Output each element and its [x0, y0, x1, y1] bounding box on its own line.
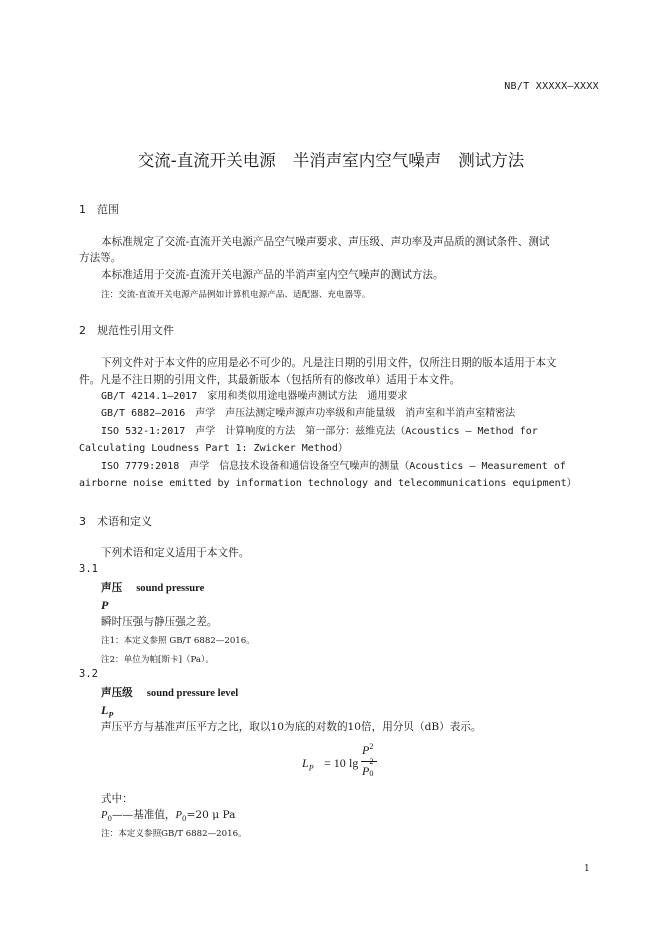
title-part-2: 半消声室内空气噪声 — [292, 151, 442, 170]
term-3-1-note-1: 注1：本定义参照 GB/T 6882—2016。 — [101, 636, 255, 646]
reference-item-cont: Calculating Loudness Part 1: Zwicker Method） — [79, 443, 348, 454]
term-3-1-symbol: P — [101, 598, 109, 612]
formula-numerator: $P^2$ — [362, 742, 374, 757]
term-3-1-number: 3.1 — [79, 563, 98, 575]
formula-lhs: $L_P$ — [302, 756, 314, 773]
section-3-heading — [79, 513, 152, 529]
section-3-title: 术语和定义 — [97, 515, 152, 528]
reference-item-cont: airborne noise emitted by information technology and telecommunications equipment） — [79, 478, 577, 489]
section-1-heading — [79, 201, 119, 217]
term-en: sound pressure level — [146, 688, 239, 699]
term-zh: 声压 — [101, 582, 123, 594]
title-part-1: 交流-直流开关电源 — [137, 151, 276, 170]
sec1-note: 注：交流-直流开关电源产品例如计算机电源产品、适配器、充电器等。 — [101, 290, 371, 300]
term-3-1-note-2: 注2：单位为帕[斯卡]（Pa）。 — [101, 655, 214, 665]
sec2-intro-line2: 件。凡是不注日期的引用文件，其最新版本（包括所有的修改单）适用于本文件。 — [79, 374, 461, 386]
symbol-subscript: P — [108, 710, 114, 720]
formula-spl — [302, 744, 422, 784]
sec3-intro: 下列术语和定义适用于本文件。 — [101, 547, 250, 559]
section-2-heading — [79, 322, 174, 338]
symbol-main: L — [101, 703, 109, 717]
sec1-para1-line1: 本标准规定了交流-直流开关电源产品空气噪声要求、声压级、声功率及声品质的测试条件、测试 — [101, 236, 550, 248]
section-2-title: 规范性引用文件 — [97, 324, 174, 337]
document-title — [0, 147, 662, 171]
term-zh: 声压级 — [101, 687, 133, 699]
reference-item: GB/T 6882—2016 声学 声压法测定噪声源声功率级和声能量级 消声室和半消声室精密法 — [101, 408, 516, 419]
reference-item: ISO 7779:2018 声学 信息技术设备和通信设备空气噪声的测量（Acoustics — Measurement of — [101, 461, 566, 472]
reference-item: ISO 532-1:2017 声学 计算响度的方法 第一部分：兹维克法（Acoustics – Method for — [101, 426, 538, 437]
section-3-number: 3 — [79, 515, 86, 528]
term-en: sound pressure — [136, 583, 205, 594]
section-2-number: 2 — [79, 324, 86, 337]
formula-coefficient: = 10 — [324, 756, 346, 770]
sec1-para2: 本标准适用于交流-直流开关电源产品的半消声室内空气噪声的测试方法。 — [101, 269, 444, 281]
page-number: 1 — [584, 864, 590, 874]
term-3-2-definition: 声压平方与基准声压平方之比，取以10为底的对数的10倍，用分贝（dB）表示。 — [101, 721, 482, 733]
section-1-title: 范围 — [97, 203, 119, 216]
title-part-3: 测试方法 — [458, 151, 525, 170]
variable-definition: $P_0——$基准值，$P_0=20$ μ Pa — [101, 809, 236, 824]
section-1-number: 1 — [79, 203, 86, 216]
reference-item: GB/T 4214.1—2017 家用和类似用途电器噪声测试方法 通用要求 — [101, 391, 408, 402]
term-3-1-definition: 瞬时压强与静压强之差。 — [101, 616, 218, 628]
formula-denominator: P 2 0 — [362, 757, 374, 778]
sec1-para1-line2: 方法等。 — [79, 252, 122, 264]
formula-log: lg — [349, 756, 359, 770]
document-number: NB/T XXXXX—XXXX — [504, 81, 599, 92]
term-3-1-name — [101, 580, 204, 597]
term-3-2-name — [101, 685, 238, 702]
sec2-intro-line1: 下列文件对于本文件的应用是必不可少的。凡是注日期的引用文件，仅所注日期的版本适用于本文 — [101, 357, 557, 369]
term-3-2-number: 3.2 — [79, 668, 98, 680]
term-3-2-note: 注：本定义参照GB/T 6882—2016。 — [101, 829, 247, 839]
where-label: 式中： — [101, 793, 133, 805]
